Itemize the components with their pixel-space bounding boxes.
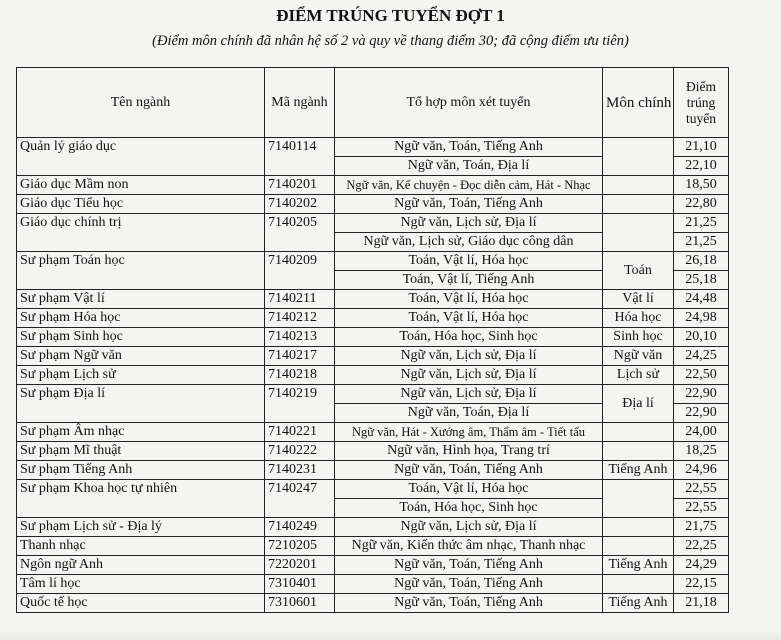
table-row [17, 442, 729, 461]
main-subject-cell [603, 423, 674, 442]
subject-combination-cell: Toán, Hóa học, Sinh học [335, 328, 603, 347]
major-name-cell: Quản lý giáo dục [17, 138, 265, 176]
major-code-cell: 7140217 [265, 347, 335, 366]
major-code-cell: 7140205 [265, 214, 335, 252]
major-name-cell: Sư phạm Lịch sử - Địa lý [17, 518, 265, 537]
main-subject-cell [603, 518, 674, 537]
main-subject-cell: Tiếng Anh [603, 461, 674, 480]
header-ten-nganh: Tên ngành [17, 68, 265, 138]
major-name-cell: Sư phạm Mĩ thuật [17, 442, 265, 461]
major-code-cell: 7210205 [265, 537, 335, 556]
main-subject-cell: Toán [603, 252, 674, 290]
major-code-cell: 7140201 [265, 176, 335, 195]
table-row [17, 594, 729, 613]
admission-score-cell: 24,98 [674, 309, 729, 328]
major-name-cell: Sư phạm Tiếng Anh [17, 461, 265, 480]
table-row [17, 537, 729, 556]
subject-combination-cell: Ngữ văn, Toán, Địa lí [335, 404, 603, 423]
major-code-cell: 7310601 [265, 594, 335, 613]
main-subject-cell: Ngữ văn [603, 347, 674, 366]
table-row [17, 461, 729, 480]
major-code-cell: 7220201 [265, 556, 335, 575]
subject-combination-cell: Ngữ văn, Lịch sử, Địa lí [335, 518, 603, 537]
subject-combination-cell: Ngữ văn, Lịch sử, Địa lí [335, 214, 603, 233]
header-diem-line-3: tuyển [686, 110, 716, 126]
major-name-cell: Sư phạm Vật lí [17, 290, 265, 309]
major-name-cell: Sư phạm Khoa học tự nhiên [17, 480, 265, 518]
table-body [17, 138, 729, 613]
document-subtitle: (Điểm môn chính đã nhân hệ số 2 và quy về thang điểm 30; đã cộng điểm ưu tiên) [152, 33, 629, 49]
subject-combination-cell: Toán, Vật lí, Hóa học [335, 252, 603, 271]
header-diem-line-2: trúng [686, 94, 716, 110]
major-code-cell: 7140211 [265, 290, 335, 309]
admission-score-cell: 22,90 [674, 385, 729, 404]
subject-combination-cell: Ngữ văn, Lịch sử, Địa lí [335, 347, 603, 366]
main-subject-cell [603, 138, 674, 176]
admission-score-cell: 21,18 [674, 594, 729, 613]
admission-score-cell: 22,90 [674, 404, 729, 423]
admission-score-cell: 22,55 [674, 499, 729, 518]
admission-score-cell: 22,15 [674, 575, 729, 594]
admission-score-cell: 22,10 [674, 157, 729, 176]
subject-combination-cell: Toán, Vật lí, Hóa học [335, 290, 603, 309]
major-name-cell: Sư phạm Toán học [17, 252, 265, 290]
admission-score-cell: 26,18 [674, 252, 729, 271]
major-code-cell: 7140221 [265, 423, 335, 442]
admission-score-cell: 24,25 [674, 347, 729, 366]
major-code-cell: 7140247 [265, 480, 335, 518]
subject-combination-cell: Toán, Vật lí, Tiếng Anh [335, 271, 603, 290]
table-row [17, 252, 729, 271]
major-name-cell: Sư phạm Hóa học [17, 309, 265, 328]
admission-score-cell: 21,25 [674, 233, 729, 252]
page-bottom-edge [0, 630, 781, 640]
subject-combination-cell: Ngữ văn, Toán, Tiếng Anh [335, 461, 603, 480]
major-code-cell: 7140218 [265, 366, 335, 385]
table-row [17, 423, 729, 442]
table-row [17, 480, 729, 499]
main-subject-cell: Lịch sử [603, 366, 674, 385]
admission-score-cell: 24,29 [674, 556, 729, 575]
admission-score-cell: 22,25 [674, 537, 729, 556]
admission-score-cell: 21,10 [674, 138, 729, 157]
main-subject-cell: Tiếng Anh [603, 594, 674, 613]
admission-score-cell: 24,48 [674, 290, 729, 309]
header-to-hop: Tổ hợp môn xét tuyển [335, 68, 603, 138]
admission-score-cell: 24,96 [674, 461, 729, 480]
table-row [17, 347, 729, 366]
admission-score-cell: 20,10 [674, 328, 729, 347]
admission-score-cell: 21,75 [674, 518, 729, 537]
major-code-cell: 7140212 [265, 309, 335, 328]
admission-scores-table [16, 67, 729, 613]
table-row [17, 290, 729, 309]
main-subject-cell [603, 176, 674, 195]
admission-score-cell: 18,50 [674, 176, 729, 195]
subject-combination-cell: Ngữ văn, Toán, Địa lí [335, 157, 603, 176]
main-subject-cell [603, 442, 674, 461]
admission-score-cell: 22,50 [674, 366, 729, 385]
admission-score-cell: 21,25 [674, 214, 729, 233]
admission-score-cell: 18,25 [674, 442, 729, 461]
main-subject-cell: Tiếng Anh [603, 556, 674, 575]
major-name-cell: Giáo dục chính trị [17, 214, 265, 252]
table-row [17, 214, 729, 233]
main-subject-cell [603, 214, 674, 252]
header-ma-nganh: Mã ngành [265, 68, 335, 138]
header-mon-chinh: Môn chính [603, 68, 674, 138]
subject-combination-cell: Ngữ văn, Hình họa, Trang trí [335, 442, 603, 461]
major-code-cell: 7140249 [265, 518, 335, 537]
subject-combination-cell: Ngữ văn, Kể chuyện - Đọc diễn cảm, Hát - Nhạc [335, 176, 603, 195]
subject-combination-cell: Ngữ văn, Toán, Tiếng Anh [335, 138, 603, 157]
major-code-cell: 7140213 [265, 328, 335, 347]
major-code-cell: 7140231 [265, 461, 335, 480]
main-subject-cell [603, 195, 674, 214]
major-code-cell: 7310401 [265, 575, 335, 594]
major-name-cell: Tâm lí học [17, 575, 265, 594]
table-row [17, 176, 729, 195]
subject-combination-cell: Toán, Hóa học, Sinh học [335, 499, 603, 518]
table-row [17, 309, 729, 328]
major-name-cell: Giáo dục Tiểu học [17, 195, 265, 214]
table-row [17, 195, 729, 214]
subject-combination-cell: Ngữ văn, Lịch sử, Giáo dục công dân [335, 233, 603, 252]
admission-score-cell: 24,00 [674, 423, 729, 442]
admission-score-cell: 25,18 [674, 271, 729, 290]
main-subject-cell: Hóa học [603, 309, 674, 328]
admission-score-cell: 22,80 [674, 195, 729, 214]
main-subject-cell: Địa lí [603, 385, 674, 423]
major-name-cell: Sư phạm Sinh học [17, 328, 265, 347]
major-name-cell: Sư phạm Ngữ văn [17, 347, 265, 366]
table-row [17, 138, 729, 157]
table-row [17, 518, 729, 537]
subject-combination-cell: Toán, Vật lí, Hóa học [335, 480, 603, 499]
table-row [17, 366, 729, 385]
subject-combination-cell: Ngữ văn, Lịch sử, Địa lí [335, 385, 603, 404]
main-subject-cell [603, 537, 674, 556]
table-row [17, 556, 729, 575]
major-code-cell: 7140202 [265, 195, 335, 214]
admission-score-cell: 22,55 [674, 480, 729, 499]
major-code-cell: 7140222 [265, 442, 335, 461]
major-code-cell: 7140219 [265, 385, 335, 423]
major-name-cell: Sư phạm Lịch sử [17, 366, 265, 385]
subject-combination-cell: Toán, Vật lí, Hóa học [335, 309, 603, 328]
major-code-cell: 7140209 [265, 252, 335, 290]
main-subject-cell [603, 575, 674, 594]
major-name-cell: Quốc tế học [17, 594, 265, 613]
table-row [17, 575, 729, 594]
subject-combination-cell: Ngữ văn, Toán, Tiếng Anh [335, 575, 603, 594]
main-subject-cell: Sinh học [603, 328, 674, 347]
main-subject-cell: Vật lí [603, 290, 674, 309]
subject-combination-cell: Ngữ văn, Toán, Tiếng Anh [335, 556, 603, 575]
table-header-row [17, 68, 729, 138]
subject-combination-cell: Ngữ văn, Toán, Tiếng Anh [335, 594, 603, 613]
table-row [17, 385, 729, 404]
document-title: ĐIỂM TRÚNG TUYỂN ĐỢT 1 [276, 6, 505, 25]
major-name-cell: Giáo dục Mầm non [17, 176, 265, 195]
major-code-cell: 7140114 [265, 138, 335, 176]
main-subject-cell [603, 480, 674, 518]
header-diem-line-1: Điểm [686, 78, 716, 94]
subject-combination-cell: Ngữ văn, Kiến thức âm nhạc, Thanh nhạc [335, 537, 603, 556]
major-name-cell: Sư phạm Âm nhạc [17, 423, 265, 442]
subject-combination-cell: Ngữ văn, Hát - Xướng âm, Thẩm âm - Tiết tấu [335, 423, 603, 442]
major-name-cell: Sư phạm Địa lí [17, 385, 265, 423]
subject-combination-cell: Ngữ văn, Lịch sử, Địa lí [335, 366, 603, 385]
major-name-cell: Ngôn ngữ Anh [17, 556, 265, 575]
subject-combination-cell: Ngữ văn, Toán, Tiếng Anh [335, 195, 603, 214]
table-row [17, 328, 729, 347]
header-diem-trung-tuyen [674, 68, 729, 138]
major-name-cell: Thanh nhạc [17, 537, 265, 556]
